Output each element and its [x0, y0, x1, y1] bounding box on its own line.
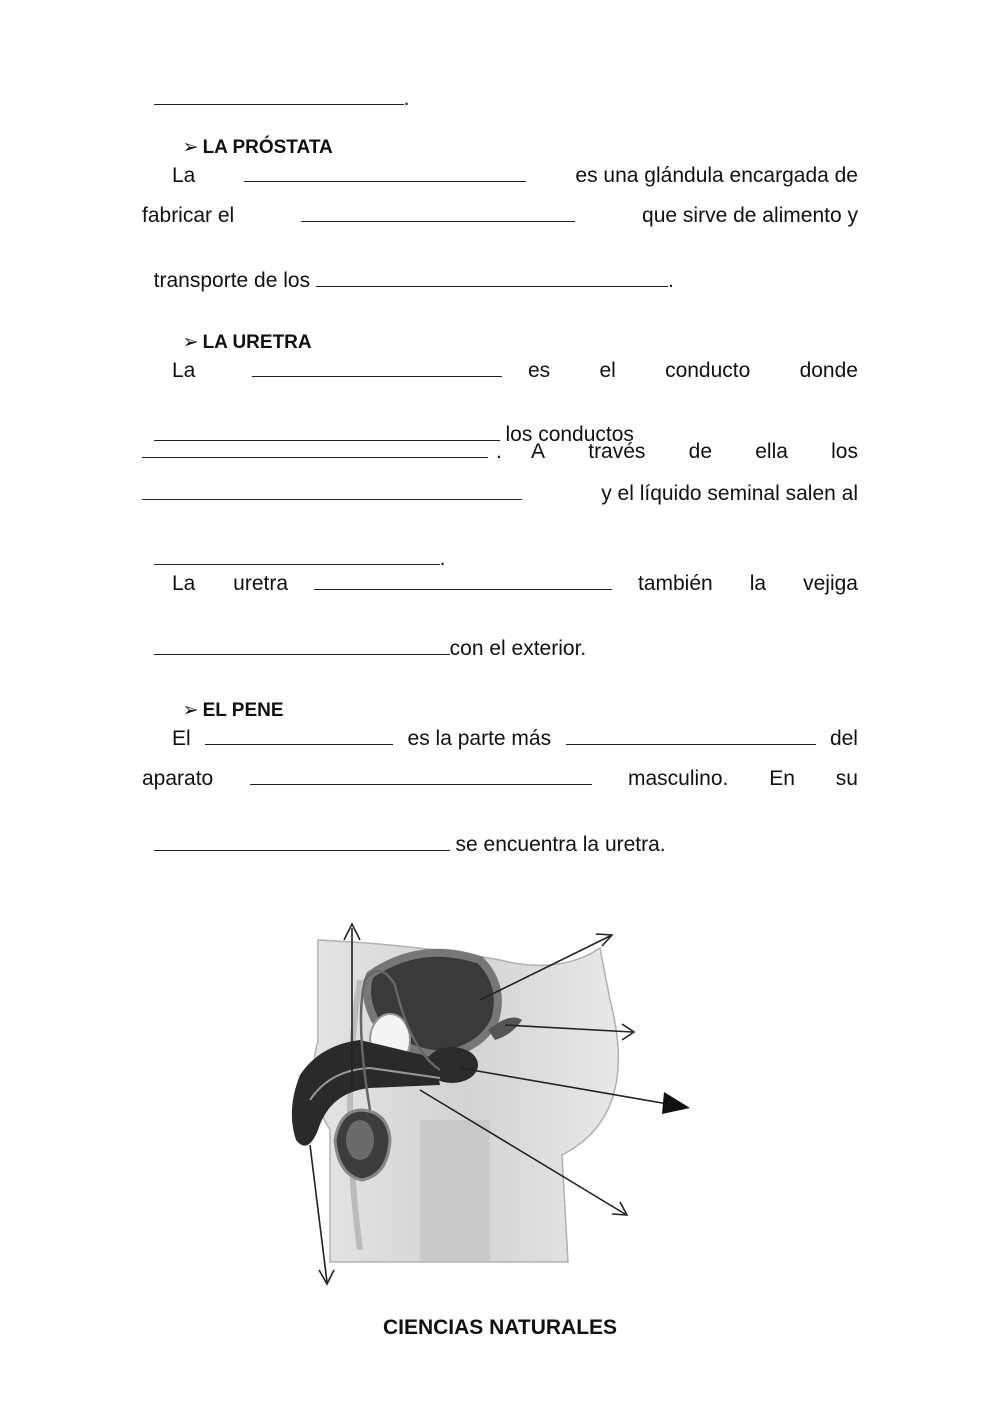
word-ella: ella	[755, 440, 788, 463]
pene-line-2: aparato masculino. En su	[142, 767, 858, 790]
word-es: es	[527, 359, 551, 382]
word-donde: donde	[799, 359, 858, 382]
pene-line-1: El es la parte más del	[172, 727, 858, 750]
prostata-line-1: La es una glándula encargada de	[172, 164, 858, 187]
word-masculino: masculino.	[627, 767, 729, 790]
period: .	[403, 87, 410, 110]
word-el: el	[599, 359, 616, 382]
prostata-line-2: fabricar el que sirve de alimento y	[142, 204, 858, 227]
word: La	[172, 572, 196, 595]
footer-title: CIENCIAS NATURALES	[382, 1316, 618, 1339]
arrow-bullet-icon: ➢	[182, 137, 199, 158]
prostata-line-3: transporte de los .	[153, 269, 674, 292]
word-de: de	[688, 440, 712, 463]
arrow-bullet-icon: ➢	[182, 332, 199, 353]
testicle	[335, 1110, 390, 1180]
word-en: En	[769, 767, 795, 790]
word: la	[749, 572, 767, 595]
section-heading-pene: ➢ EL PENE	[182, 700, 284, 721]
uretra-line-1: La es el conducto donde	[172, 359, 858, 382]
word: uretra	[233, 572, 288, 595]
uretra-line-5: .	[142, 522, 446, 571]
arrow-bullet-icon: ➢	[182, 700, 199, 721]
word-su: su	[835, 767, 858, 790]
word: vejiga	[803, 572, 858, 595]
word-conducto: conducto	[665, 359, 751, 382]
word-period-a: . A	[496, 440, 546, 463]
word-traves: través	[588, 440, 646, 463]
arrow-head-4	[662, 1092, 690, 1114]
uretra-line-7: con el exterior.	[142, 612, 586, 661]
word-los: los	[831, 440, 858, 463]
section-heading-uretra: ➢ LA URETRA	[182, 332, 312, 353]
uretra-line-4: y el líquido seminal salen al	[142, 481, 858, 506]
pene-line-3: se encuentra la uretra.	[142, 808, 666, 857]
section-heading-prostata: ➢ LA PRÓSTATA	[182, 137, 333, 158]
uretra-line-2: los conductos	[142, 398, 634, 447]
arrow-line-6	[310, 1145, 327, 1282]
word: también	[638, 572, 713, 595]
